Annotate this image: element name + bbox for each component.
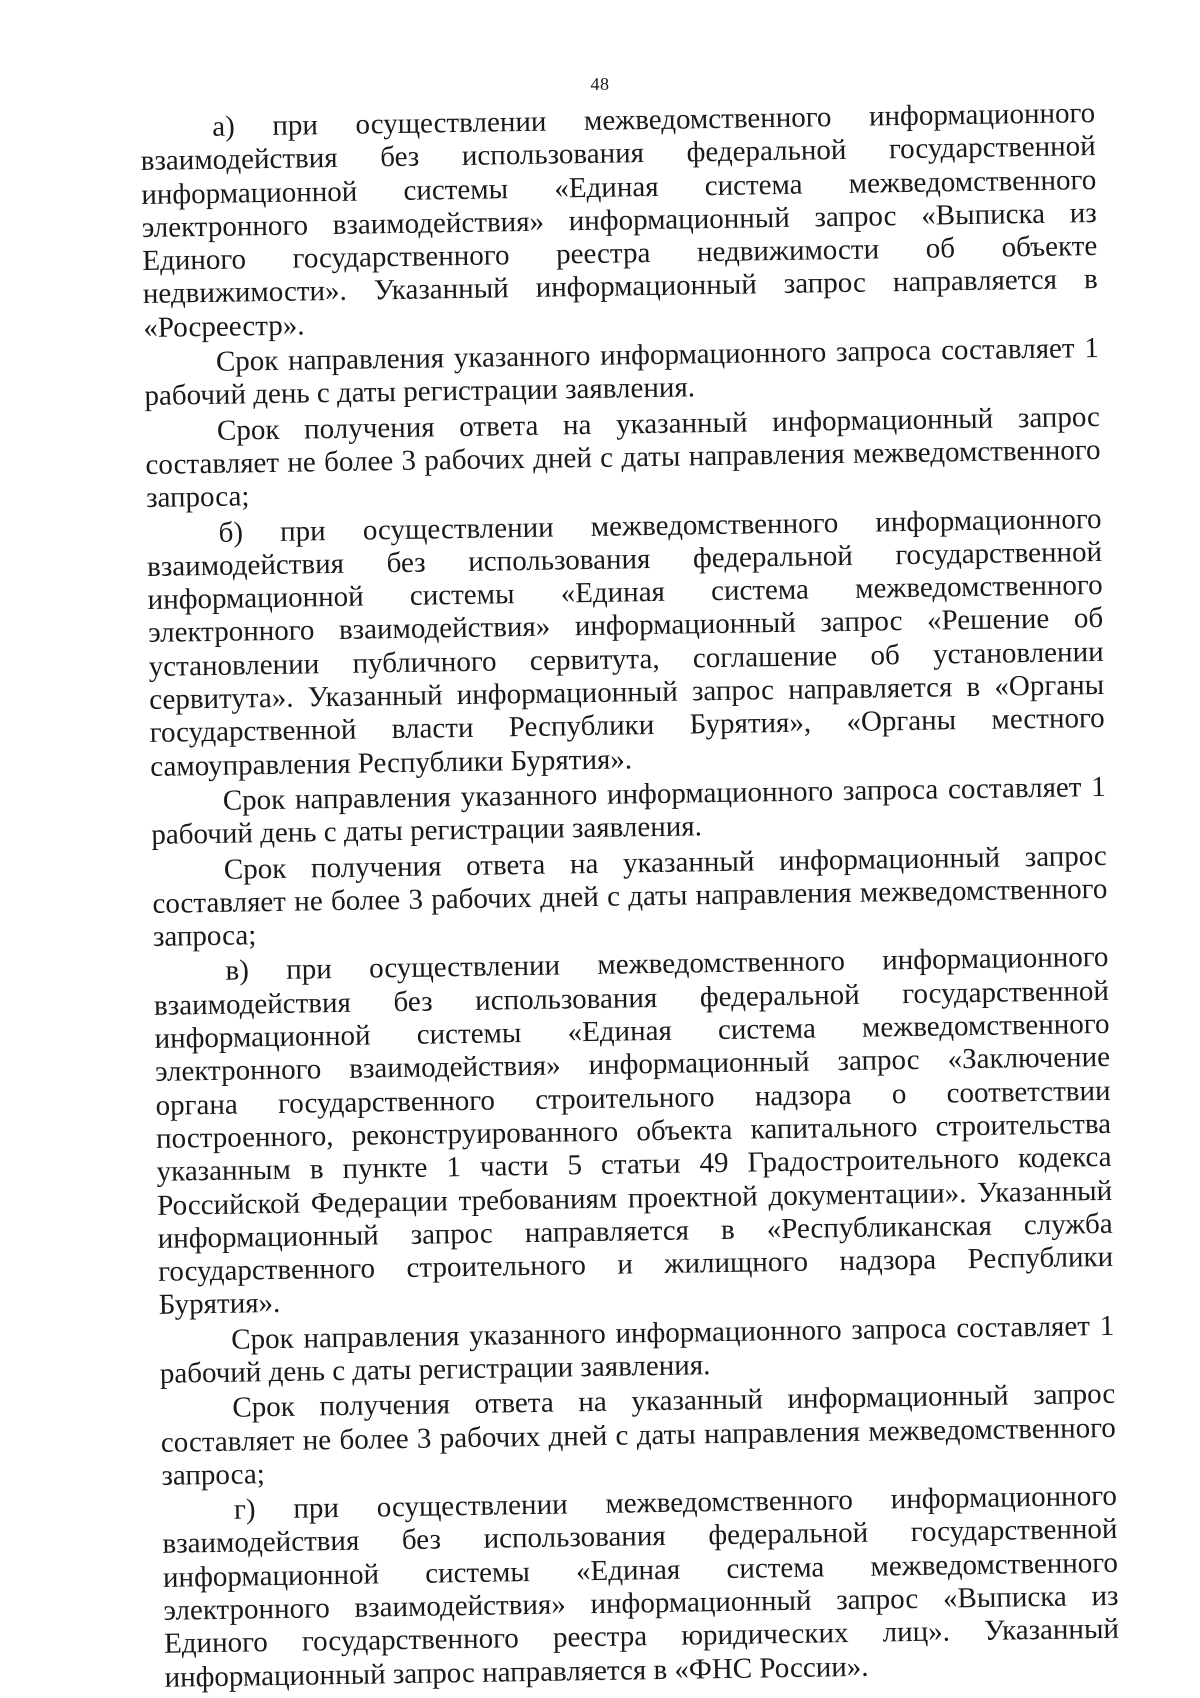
paragraph-b-send-deadline: Срок направления указанного информационного запроса составляет 1 рабочий день с даты регистрации заявления. — [151, 770, 1106, 852]
paragraph-b-request-servitude: б) при осуществлении межведомственного информационного взаимодействия без использования федеральной государственной информационной системы «Единая система межведомственного электронного взаимодействия» информационный запрос «Решение об установлении публичного сервитута, соглашение об установлении сервитута». Указанный информационный запрос направляется в «Органы государственной власти Республики Бурятия», «Органы местного самоуправления Республики Бурятия». — [146, 502, 1105, 783]
document-body — [140, 97, 1120, 1695]
paragraph-a-request-rosreestr: а) при осуществлении межведомственного информационного взаимодействия без использования федеральной государственной информационной системы «Единая система межведомственного электронного взаимодействия» информационный запрос «Выписка из Единого государственного реестра недвижимости об объекте недвижимости». Указанный информационный запрос направляется в «Росреестр». — [140, 96, 1098, 344]
paragraph-b-response-deadline: Срок получения ответа на указанный информационный запрос составляет не более 3 рабочих дней с даты направления межведомственного запроса; — [152, 839, 1108, 954]
paragraph-c-send-deadline: Срок направления указанного информационного запроса составляет 1 рабочий день с даты регистрации заявления. — [159, 1309, 1115, 1390]
paragraph-a-send-deadline: Срок направления указанного информационного запроса составляет 1 рабочий день с даты регистрации заявления. — [144, 332, 1100, 413]
page-number: 48 — [590, 74, 610, 94]
paragraph-c-response-deadline: Срок получения ответа на указанный информационный запрос составляет не более 3 рабочих дней с даты направления межведомственного запроса; — [160, 1378, 1117, 1492]
paragraph-d-request-legal-entities-registry: г) при осуществлении межведомственного информационного взаимодействия без использования федеральной государственной информационной системы «Единая система межведомственного электронного взаимодействия» информационный запрос «Выписка из Единого государственного реестра юридических лиц». Указанный информационный запрос направляется в «ФНС России». — [162, 1480, 1120, 1694]
paragraph-a-response-deadline: Срок получения ответа на указанный информационный запрос составляет не более 3 рабочих дней с даты направления межведомственного запроса; — [145, 400, 1101, 515]
paragraph-c-request-construction-supervision: в) при осуществлении межведомственного информационного взаимодействия без использования федеральной государственной информационной системы «Единая система межведомственного электронного взаимодействия» информационный запрос «Заключение органа государственного строительного надзора о соответствии построенного, реконструированного объекта капитального строительства указанным в пункте 1 части 5 статьи 49 Градостроительного кодекса Российской Федерации требованиям проектной документации». Указанный информационный запрос направляется в «Республиканская служба государственного строительного и жилищного надзора Республики Бурятия». — [153, 941, 1114, 1322]
